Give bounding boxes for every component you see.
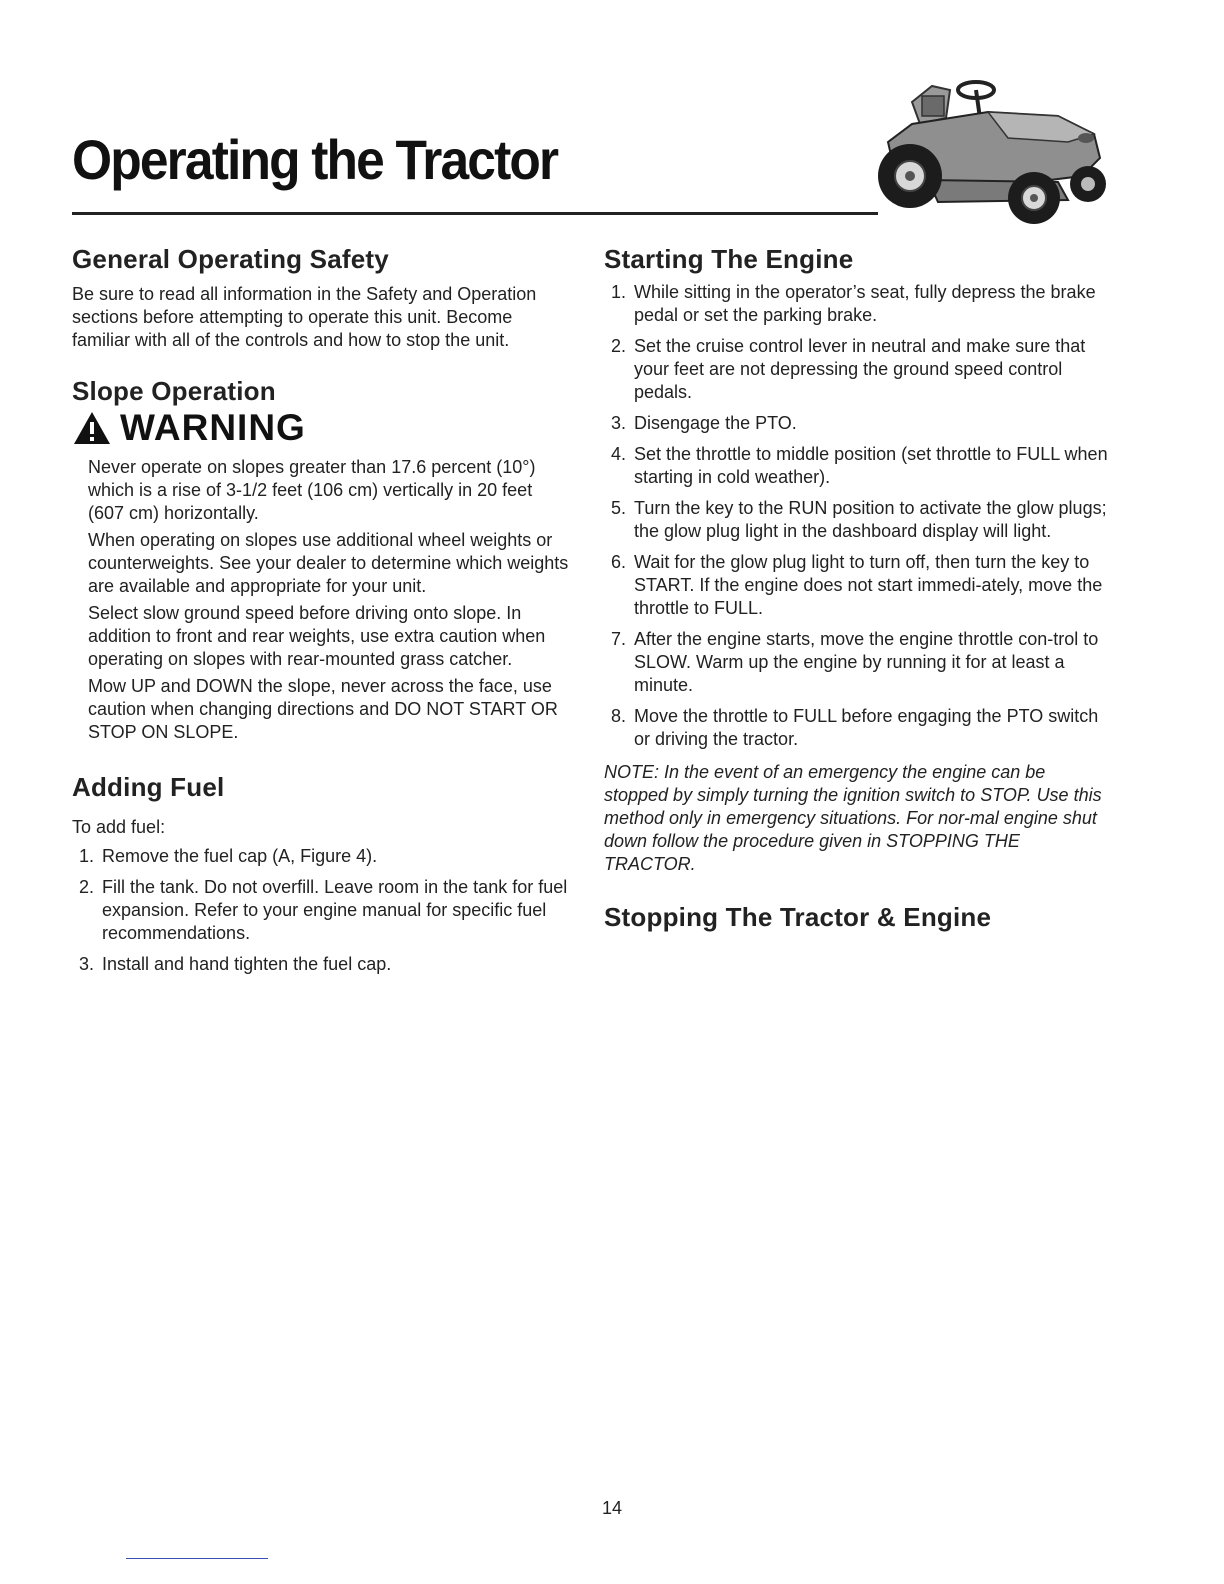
right-column [604, 240, 1112, 933]
stopping-heading: Stopping The Tractor & Engine [604, 902, 992, 933]
page-title: Operating the Tractor [72, 128, 558, 191]
list-item: 6. Wait for the glow plug light to turn off, then turn the key to START. If the engine does not start immedi-ately, move the throttle to FULL. [610, 552, 1103, 619]
general-safety-text: Be sure to read all information in the Safety and Operation sections before attempting to operate this unit. Become familiar with all of the controls and how to stop the unit. [72, 284, 537, 351]
slope-paragraph: Never operate on slopes greater than 17.6 percent (10°) which is a rise of 3-1/2 feet (106 cm) vertically in 20 feet (607 cm) horizontally. [88, 457, 536, 524]
slope-operation-heading: Slope Operation [72, 376, 276, 407]
list-item: 3. Disengage the PTO. [610, 413, 797, 434]
slope-paragraph: Mow UP and DOWN the slope, never across the face, use caution when changing directions and DO NOT START OR STOP ON SLOPE. [88, 676, 558, 743]
starting-engine-heading: Starting The Engine [604, 244, 854, 274]
list-item: 5. Turn the key to the RUN position to activate the glow plugs; the glow plug light in the dashboard display will light. [610, 498, 1107, 542]
title-divider [72, 212, 878, 215]
list-item: 2. Fill the tank. Do not overfill. Leave room in the tank for fuel expansion. Refer to your engine manual for specific fuel recommendations. [78, 876, 568, 943]
starting-steps-list [604, 281, 1112, 751]
page-number: 14 [601, 1498, 623, 1518]
list-item: 8. Move the throttle to FULL before engaging the PTO switch or driving the tractor. [610, 706, 1099, 750]
emergency-note: NOTE: In the event of an emergency the engine can be stopped by simply turning the ignition switch to STOP. Use this method only in emergency situations. For nor-mal engine shut down follow the procedure given in STOPPING THE TRACTOR. [604, 762, 1102, 875]
list-item: 1. While sitting in the operator’s seat, fully depress the brake pedal or set the parking brake. [610, 282, 1096, 326]
general-safety-heading: General Operating Safety [72, 244, 389, 274]
left-column [72, 240, 572, 976]
warning-label: WARNING [120, 407, 306, 449]
list-item: 7. After the engine starts, move the engine throttle con-trol to SLOW. Warm up the engine by running it for at least a minute. [610, 629, 1099, 696]
warning-triangle-icon [72, 410, 112, 446]
slope-warning-text [72, 456, 572, 744]
list-item: 1. Remove the fuel cap (A, Figure 4). [78, 845, 378, 866]
slope-paragraph: When operating on slopes use additional wheel weights or counterweights. See your dealer to determine which weights are available and appropriate for your unit. [88, 530, 569, 597]
list-item: 3. Install and hand tighten the fuel cap. [78, 953, 392, 974]
warning-banner [72, 407, 572, 449]
list-item: 4. Set the throttle to middle position (set throttle to FULL when starting in cold weather). [610, 444, 1108, 488]
adding-fuel-heading: Adding Fuel [72, 772, 225, 803]
fuel-steps-list [72, 845, 572, 976]
footer-link-rule [126, 1558, 268, 1559]
list-item: 2. Set the cruise control lever in neutral and make sure that your feet are not depressing the ground speed control pedals. [610, 336, 1086, 403]
slope-paragraph: Select slow ground speed before driving onto slope. In addition to front and rear weights, use extra caution when operating on slopes with rear-mounted grass catcher. [88, 603, 546, 670]
adding-fuel-intro: To add fuel: [72, 816, 166, 837]
tractor-illustration [868, 72, 1108, 232]
